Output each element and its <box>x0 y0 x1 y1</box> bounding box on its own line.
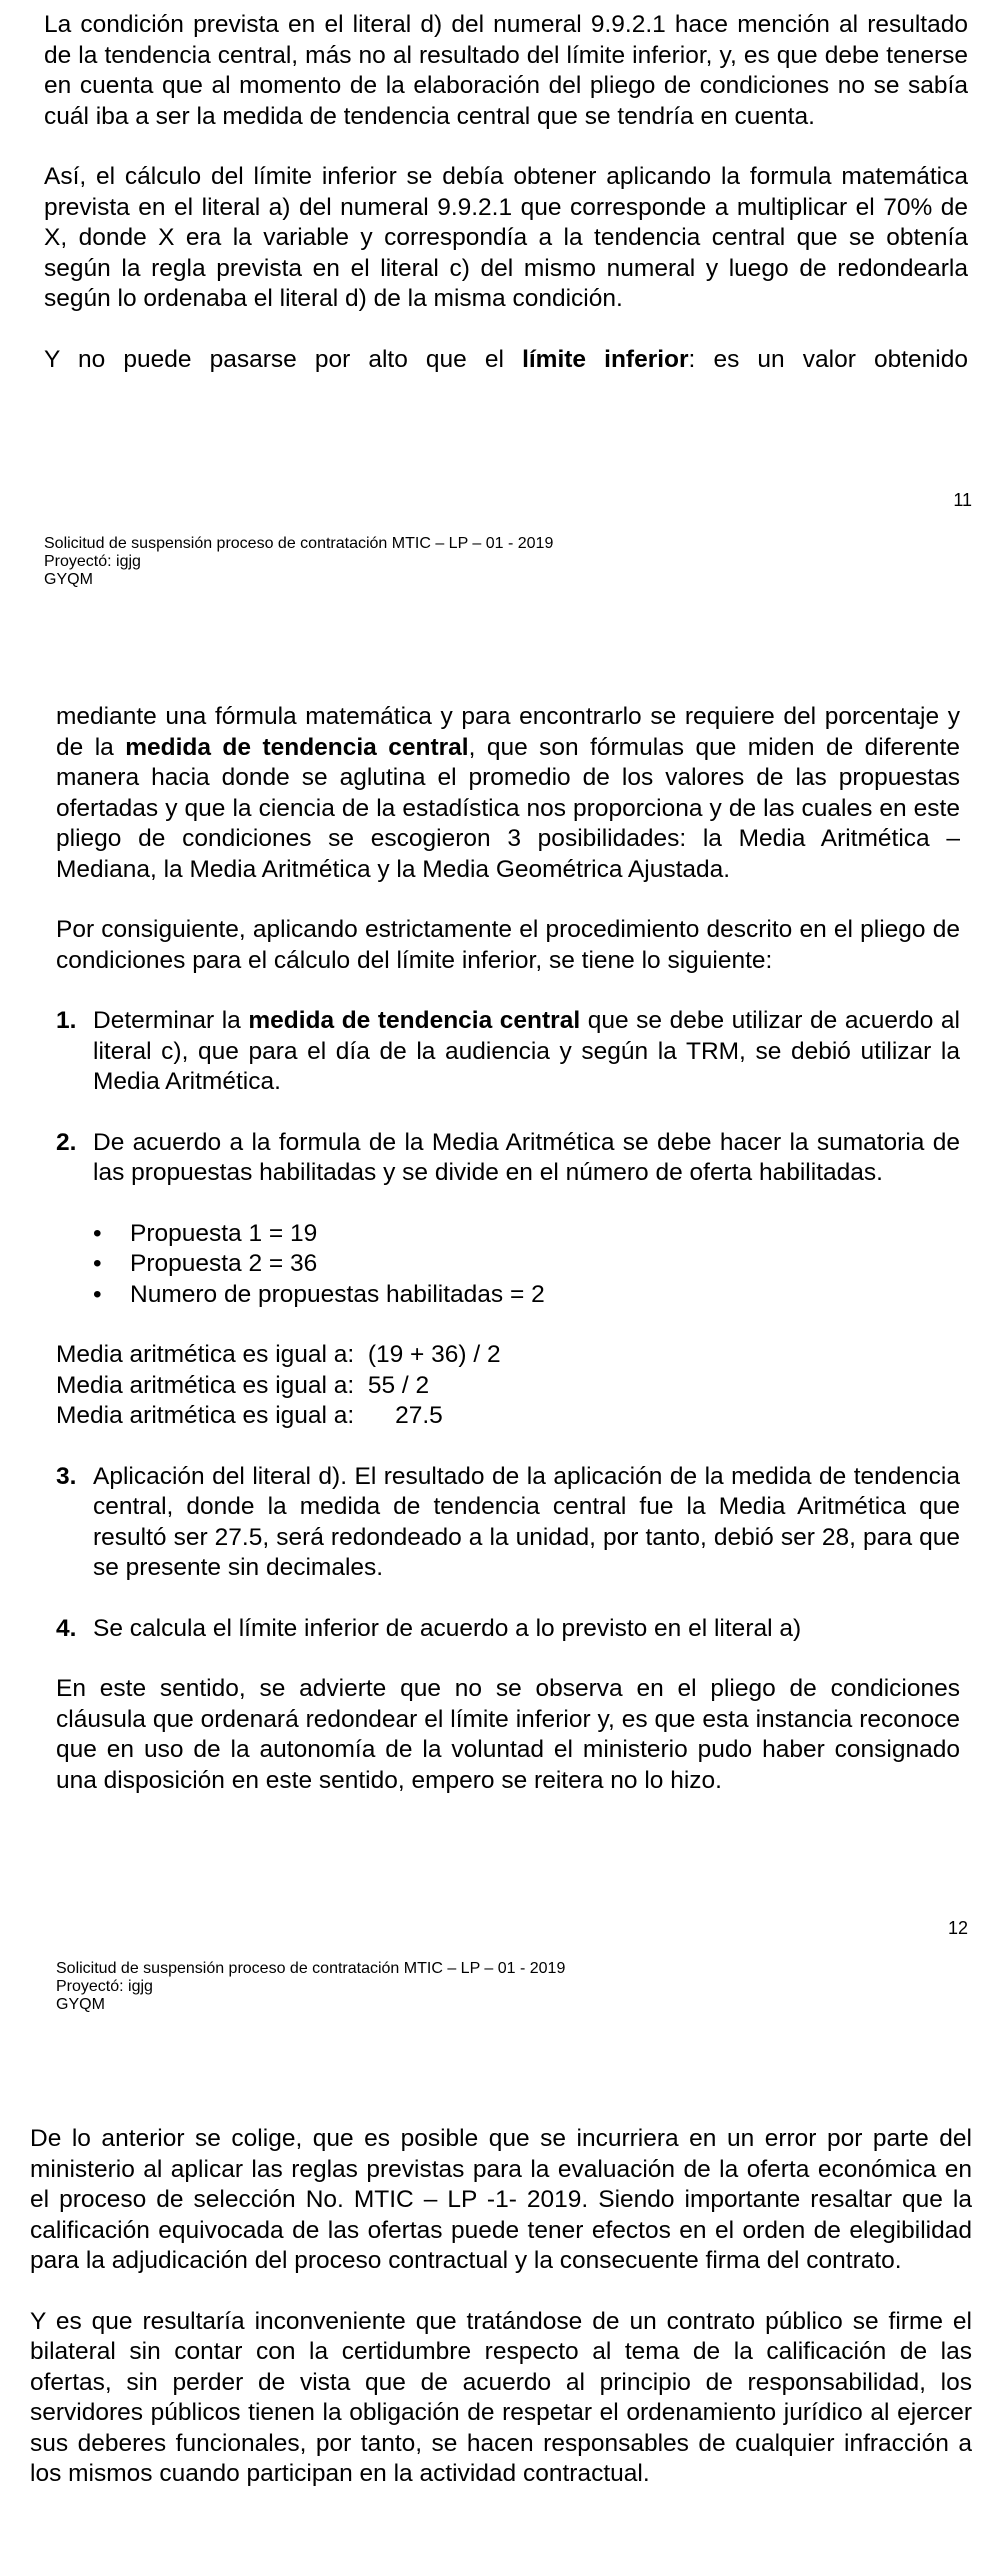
footer-line: Solicitud de suspensión proceso de contratación MTIC – LP – 01 - 2019 <box>44 535 554 552</box>
page-12 <box>0 640 1000 2060</box>
step-number: 3. <box>56 1462 77 1490</box>
paragraph <box>44 345 968 376</box>
step-text: Aplicación del literal d). El resultado de la aplicación de la medida de tendencia central, donde la medida de tendencia central fue la Media Aritmética que resultó ser 27.5, será redondeado a la unidad, por tanto, debió ser 28, para que se presente sin decimales. <box>93 1462 960 1581</box>
page-13-body <box>30 2124 972 2490</box>
step-number: 2. <box>56 1128 77 1156</box>
calculation-row: Media aritmética es igual a: 55 / 2 <box>56 1371 430 1399</box>
text-run: Determinar la <box>93 1007 249 1034</box>
paragraph <box>56 702 960 885</box>
page-12-body <box>56 702 960 1796</box>
step-text: Se calcula el límite inferior de acuerdo a lo previsto en el literal a) <box>93 1614 802 1642</box>
page-11 <box>0 0 1000 640</box>
bold-term: medida de tendencia central <box>125 733 469 761</box>
text-run: que se debe utilizar de acuerdo al literal c), que para el día de la audiencia y según la TRM, se debió utilizar la Media Aritmética. <box>93 1007 960 1095</box>
paragraph: De lo anterior se colige, que es posible que se incurriera en un error por parte del ministerio al aplicar las reglas previstas para la evaluación de la oferta económica en el proceso de selección No. MTIC – LP -1- 2019. Siendo importante resaltar que la calificación equivocada de las ofertas puede tener efectos en el orden de elegibilidad para la adjudicación del proceso contractual y la consecuente firma del contrato. <box>30 2125 972 2274</box>
paragraph: En este sentido, se advierte que no se observa en el pliego de condiciones cláusula que ordenará redondear el límite inferior y, es que esta instancia reconoce que en uso de la autonomía de la voluntad el ministerio pudo haber consignado una disposición en este sentido, empero se reitera no lo hizo. <box>56 1675 960 1794</box>
list-item <box>56 1128 960 1189</box>
steps-list <box>56 1006 960 1189</box>
paragraph: La condición prevista en el literal d) del numeral 9.9.2.1 hace mención al resultado de la tendencia central, más no al resultado del límite inferior, y, es que debe tenerse en cuenta que al momento de la elaboración del pliego de condiciones no se sabía cuál iba a ser la medida de tendencia central que se tendría en cuenta. <box>44 11 968 130</box>
page-footer <box>56 1960 565 2014</box>
footer-line: Proyectó: igjg <box>44 553 141 570</box>
list-item: • Propuesta 1 = 19 <box>56 1219 960 1250</box>
bold-term: límite inferior <box>522 345 689 373</box>
steps-list <box>56 1462 960 1645</box>
page-number: 11 <box>953 490 972 510</box>
step-number: 4. <box>56 1614 77 1642</box>
page-number: 12 <box>947 1918 968 1938</box>
text-run: , que son fórmulas que miden de diferente manera hacia donde se aglutina el promedio de los valores de las propuestas ofertadas y que la ciencia de la estadística nos proporciona y de las cuales en este pliego de condiciones se escogieron 3 posibilidades: la Media Aritmética – Mediana, la Media Aritmética y la Media Geométrica Ajustada. <box>56 733 960 883</box>
list-item <box>56 1614 960 1645</box>
footer-line: Solicitud de suspensión proceso de contratación MTIC – LP – 01 - 2019 <box>56 1960 566 1977</box>
list-item: • Numero de propuestas habilitadas = 2 <box>56 1280 960 1311</box>
page-11-body <box>44 10 968 375</box>
step-text: De acuerdo a la formula de la Media Aritmética se debe hacer la sumatoria de las propuestas habilitadas y se divide en el número de oferta habilitadas. <box>93 1128 960 1186</box>
paragraph: Y es que resultaría inconveniente que tratándose de un contrato público se firme el bilateral sin contar con la certidumbre respecto al tema de la calificación de las ofertas, sin perder de vista que de acuerdo al principio de responsabilidad, los servidores públicos tienen la obligación de respetar el ordenamiento jurídico al ejercer sus deberes funcionales, por tanto, se hacen responsables de cualquier infracción a los mismos cuando participan en la actividad contractual. <box>30 2307 972 2487</box>
footer-line: GYQM <box>44 571 93 588</box>
bullet-list <box>56 1219 960 1311</box>
list-item <box>56 1462 960 1584</box>
list-item: • Propuesta 2 = 36 <box>56 1249 960 1280</box>
text-run: Y no puede pasarse por alto que el <box>44 345 523 373</box>
calculation-block <box>56 1340 960 1432</box>
text-run: : es un valor obtenido <box>688 345 968 373</box>
list-item <box>56 1006 960 1098</box>
calculation-row: Media aritmética es igual a: 27.5 <box>56 1402 443 1429</box>
text-run: mediante una fórmula matemática y para encontrarlo se requiere del porcentaje y de la <box>56 703 960 761</box>
page-footer <box>44 535 553 589</box>
step-number: 1. <box>56 1007 77 1034</box>
footer-line: GYQM <box>56 1996 105 2013</box>
page-13 <box>0 2060 1000 2565</box>
calculation-row: Media aritmética es igual a: (19 + 36) / 2 <box>56 1341 501 1368</box>
paragraph: Así, el cálculo del límite inferior se debía obtener aplicando la formula matemática prevista en el literal a) del numeral 9.9.2.1 que corresponde a multiplicar el 70% de X, donde X era la variable y correspondía a la tendencia central que se obtenía según la regla prevista en el literal c) del mismo numeral y luego de redondearla según lo ordenaba el literal d) de la misma condición. <box>44 163 968 312</box>
footer-line: Proyectó: igjg <box>56 1978 153 1995</box>
bold-term: medida de tendencia central <box>248 1007 581 1034</box>
paragraph: Por consiguiente, aplicando estrictamente el procedimiento descrito en el pliego de condiciones para el cálculo del límite inferior, se tiene lo siguiente: <box>56 916 960 974</box>
